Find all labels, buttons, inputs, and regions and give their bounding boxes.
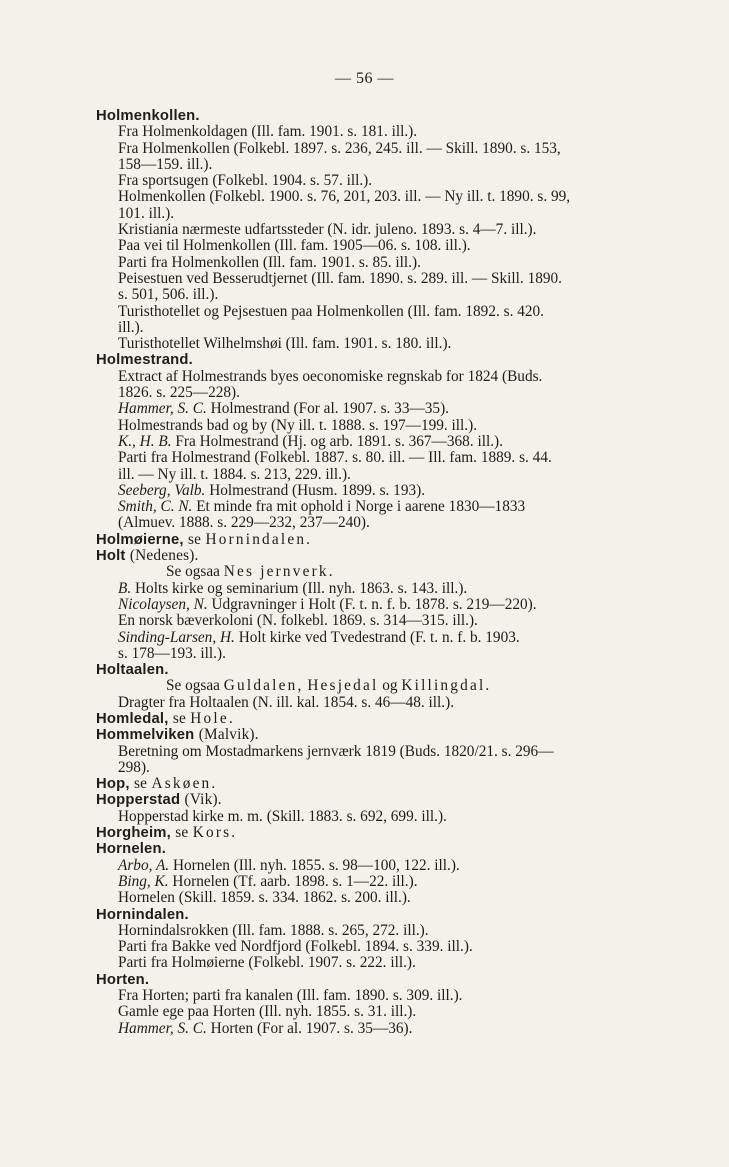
hornindalen-heading [96,907,666,923]
holmoierne-heading-title: Holmøierne, [96,531,184,548]
hop-see-target: Askøen. [151,775,218,793]
holt-entry-4-author: Sinding-Larsen, H. [118,628,235,646]
hornindalen-entry-3-line-1 [118,955,666,971]
holmenkollen-entry-4-line-1 [118,189,666,205]
holtaalen-heading [96,662,666,678]
holt-heading-title: Holt [96,548,126,565]
holt-entry-1-author: B. [118,579,132,597]
holtaalen-see-also-label: Se ogsaa [166,677,220,695]
holt-heading [96,548,666,564]
holmenkollen-entry-2-line-2 [118,157,666,173]
holmenkollen-heading [96,108,666,124]
holtaalen-entry-1-text-1: Dragter fra Holtaalen (N. ill. kal. 1854. s. 46—48. ill.). [118,693,455,711]
holmenkollen-entry-1-line-1 [118,124,666,140]
hornindalen-entry-1-text-1: Hornindalsrokken (Ill. fam. 1888. s. 265, 272. ill.). [118,921,429,939]
horten-entry-1-line-1 [118,988,666,1004]
holmoierne-see-word: se [188,530,202,548]
holt-entry-2-text-1: Udgravninger i Holt (F. t. n. f. b. 1878. s. 219—220). [211,595,537,613]
holmenkollen-entry-4-text-1: Holmenkollen (Folkebl. 1900. s. 76, 201, 203. ill. — Ny ill. t. 1890. s. 99, [118,188,571,206]
hornelen-entry-1 [96,858,666,874]
holmenkollen-entry-6-text-1: Paa vei til Holmenkollen (Ill. fam. 1905—06. s. 108. ill.). [118,237,471,255]
horgheim-heading-title: Horgheim, [96,825,171,842]
horten-heading [96,972,666,988]
holt-entry-2-author: Nicolaysen, N. [118,595,208,613]
holmenkollen-entry-8-line-1 [118,271,666,287]
horgheim-see-target: Kors. [192,824,238,842]
holmestrand-entry-1 [96,369,666,402]
homledal-see-word: se [172,709,186,727]
holt-entry-3-line-1 [118,613,666,629]
hop-heading-title: Hop, [96,776,130,793]
holt-entry-4 [96,630,666,663]
holmenkollen-entry-6 [96,238,666,254]
hornelen-entry-2-text-1: Hornelen (Tf. aarb. 1898. s. 1—22. ill.). [172,872,418,890]
hornelen-entry-3-text-1: Hornelen (Skill. 1859. s. 334. 1862. s. 200. ill.). [118,889,411,907]
hornindalen-entry-1-line-1 [118,923,666,939]
horten-entry-1-text-1: Fra Horten; parti fra kanalen (Ill. fam. 1890. s. 309. ill.). [118,987,463,1005]
holmestrand-heading [96,352,666,368]
holmenkollen-entry-8-text-2: s. 501, 506. ill.). [118,286,219,304]
holmenkollen-entry-2-line-1 [118,141,666,157]
hopperstad-heading [96,792,666,808]
holtaalen-see-also-target-2: Hesjedal [307,677,379,695]
holmenkollen-entry-3-line-1 [118,173,666,189]
holmestrand-entry-3 [96,418,666,434]
holmenkollen-entry-10 [96,336,666,352]
holmenkollen-entry-10-line-1 [118,336,666,352]
horten-entry-3-line-1 [118,1021,666,1037]
homledal-heading [96,711,666,727]
horgheim-heading [96,825,666,841]
horten-entry-2-line-1 [118,1004,666,1020]
holmoierne-heading [96,532,666,548]
holmestrand-entry-4-text-1: Fra Holmestrand (Hj. og arb. 1891. s. 367—368. ill.). [175,432,503,450]
hornelen-entry-2-author: Bing, K. [118,872,169,890]
horten-entry-3-author: Hammer, S. C. [118,1019,207,1037]
holtaalen-entry-1 [96,695,666,711]
holtaalen-heading-title: Holtaalen. [96,662,169,679]
holmenkollen-entry-9-line-1 [118,304,666,320]
holmenkollen-entry-6-line-1 [118,238,666,254]
holmestrand-entry-5-text-2: ill. — Ny ill. t. 1884. s. 213, 229. ill.). [118,465,351,483]
holmestrand-entry-7-line-1 [118,499,666,515]
hommelviken-heading-title: Hommelviken [96,727,195,744]
holmenkollen-entry-1-text-1: Fra Holmenkoldagen (Ill. fam. 1901. s. 181. ill.). [118,123,418,141]
holmestrand-entry-6-line-1 [118,483,666,499]
horten-entry-3 [96,1021,666,1037]
holmestrand-entry-2-author: Hammer, S. C. [118,400,207,418]
horten-heading-title: Horten. [96,971,150,988]
hommelviken-heading [96,727,666,743]
index-content [96,108,666,1037]
holmoierne-see-target: Hornindalen. [205,530,313,548]
holmenkollen-entry-3-text-1: Fra sportsugen (Folkebl. 1904. s. 57. ill.). [118,172,373,190]
holmestrand-entry-5-line-1 [118,450,666,466]
holmenkollen-entry-2-text-2: 158—159. ill.). [118,155,213,173]
hommelviken-entry-1-text-1: Beretning om Mostadmarkens jernværk 1819 (Buds. 1820/21. s. 296— [118,742,554,760]
horten-entry-1 [96,988,666,1004]
holmenkollen-entry-7-line-1 [118,255,666,271]
holmestrand-entry-6-text-1: Holmestrand (Husm. 1899. s. 193). [209,481,426,499]
holmenkollen-entry-8 [96,271,666,304]
hornindalen-entry-2-line-1 [118,939,666,955]
hommelviken-heading-qualifier: (Malvik). [198,726,259,744]
holmenkollen-entry-7 [96,255,666,271]
holmestrand-entry-7-line-2 [118,515,666,531]
hommelviken-entry-1-line-2 [118,760,666,776]
holmestrand-entry-7-text-2: (Almuev. 1888. s. 229—232, 237—240). [118,514,370,532]
holtaalen-see-also-target-3: og [382,677,398,695]
holmenkollen-heading-title: Holmenkollen. [96,108,200,124]
holmenkollen-entry-8-line-2 [118,287,666,303]
hopperstad-entry-1-line-1 [118,809,666,825]
holmenkollen-entry-5-line-1 [118,222,666,238]
hommelviken-entry-1-text-2: 298). [118,758,150,776]
hopperstad-entry-1 [96,809,666,825]
holmestrand-entry-4 [96,434,666,450]
holt-entry-2 [96,597,666,613]
holt-entry-3 [96,613,666,629]
holmenkollen-entry-8-text-1: Peisestuen ved Besserudtjernet (Ill. fam. 1890. s. 289. ill. — Skill. 1890. [118,269,562,287]
holmestrand-entry-3-line-1 [118,418,666,434]
holmestrand-entry-7-author: Smith, C. N. [118,498,193,516]
holtaalen-see-also-target-1: Guldalen, [223,677,304,695]
holmestrand-heading-title: Holmestrand. [96,352,193,369]
hornelen-entry-3-line-1 [118,890,666,906]
holmestrand-entry-3-text-1: Holmestrands bad og by (Ny ill. t. 1888. s. 197—199. ill.). [118,416,478,434]
hornelen-entry-2-line-1 [118,874,666,890]
homledal-heading-title: Homledal, [96,710,169,727]
hornindalen-heading-title: Hornindalen. [96,906,189,923]
holmestrand-entry-1-line-1 [118,369,666,385]
holmestrand-entry-5 [96,450,666,483]
hornindalen-entry-2 [96,939,666,955]
holmestrand-entry-7-text-1: Et minde fra mit ophold i Norge i aarene 1830—1833 [196,498,526,516]
holt-entry-1 [96,581,666,597]
horten-entry-2-text-1: Gamle ege paa Horten (Ill. nyh. 1855. s. 31. ill.). [118,1003,417,1021]
hornelen-heading [96,841,666,857]
hornelen-entry-1-author: Arbo, A. [118,856,170,874]
holmenkollen-entry-9-line-2 [118,320,666,336]
hop-see-word: se [134,775,148,793]
horten-entry-2 [96,1004,666,1020]
holmenkollen-entry-9-text-2: ill.). [118,318,144,336]
holmenkollen-entry-2 [96,141,666,174]
hornindalen-entry-3-text-1: Parti fra Holmøierne (Folkebl. 1907. s. 222. ill.). [118,954,416,972]
holmestrand-entry-1-text-2: 1826. s. 225—228). [118,384,240,402]
hopperstad-entry-1-text-1: Hopperstad kirke m. m. (Skill. 1883. s. 692, 699. ill.). [118,807,447,825]
holmenkollen-entry-5-text-1: Kristiania nærmeste udfartssteder (N. idr. juleno. 1893. s. 4—7. ill.). [118,221,537,239]
holmenkollen-entry-4-text-2: 101. ill.). [118,204,175,222]
holmestrand-entry-6 [96,483,666,499]
holmestrand-entry-5-line-2 [118,467,666,483]
holmestrand-entry-6-author: Seeberg, Valb. [118,481,206,499]
holt-entry-4-text-2: s. 178—193. ill.). [118,644,226,662]
holmenkollen-entry-2-text-1: Fra Holmenkollen (Folkebl. 1897. s. 236, 245. ill. — Skill. 1890. s. 153, [118,139,561,157]
hornelen-entry-3 [96,890,666,906]
page-number: — 56 — [335,70,394,87]
holmestrand-entry-2-text-1: Holmestrand (For al. 1907. s. 33—35). [210,400,449,418]
hopperstad-heading-qualifier: (Vik). [184,791,222,809]
holmestrand-entry-2 [96,401,666,417]
holt-see-also [96,564,666,580]
holt-heading-qualifier: (Nedenes). [129,547,199,565]
hommelviken-entry-1 [96,744,666,777]
holmestrand-entry-5-text-1: Parti fra Holmestrand (Folkebl. 1887. s. 80. ill. — Ill. fam. 1889. s. 44. [118,449,552,467]
holmenkollen-entry-5 [96,222,666,238]
holmestrand-entry-2-line-1 [118,401,666,417]
holt-entry-3-text-1: En norsk bæverkoloni (N. folkebl. 1869. s. 314—315. ill.). [118,612,478,630]
homledal-see-target: Hole. [190,709,235,727]
holmenkollen-entry-1 [96,124,666,140]
holmenkollen-entry-4-line-2 [118,206,666,222]
holt-see-also-label: Se ogsaa [166,563,220,581]
holt-see-also-target-1: Nes jernverk. [223,563,335,581]
hornelen-entry-1-text-1: Hornelen (Ill. nyh. 1855. s. 98—100, 122. ill.). [172,856,460,874]
hommelviken-entry-1-line-1 [118,744,666,760]
hop-heading [96,776,666,792]
hornindalen-entry-3 [96,955,666,971]
holt-entry-2-line-1 [118,597,666,613]
holmestrand-entry-1-text-1: Extract af Holmestrands byes oeconomiske regnskab for 1824 (Buds. [118,367,543,385]
holtaalen-entry-1-line-1 [118,695,666,711]
holt-entry-1-line-1 [118,581,666,597]
holmenkollen-entry-9-text-1: Turisthotellet og Pejsestuen paa Holmenkollen (Ill. fam. 1892. s. 420. [118,302,544,320]
holt-entry-1-text-1: Holts kirke og seminarium (Ill. nyh. 1863. s. 143. ill.). [135,579,468,597]
hornelen-heading-title: Hornelen. [96,841,167,858]
holmenkollen-entry-4 [96,189,666,222]
holtaalen-see-also [96,678,666,694]
holmenkollen-entry-10-text-1: Turisthotellet Wilhelmshøi (Ill. fam. 1901. s. 180. ill.). [118,335,452,353]
holt-entry-4-line-2 [118,646,666,662]
holt-entry-4-line-1 [118,630,666,646]
holt-entry-4-text-1: Holt kirke ved Tvedestrand (F. t. n. f. b. 1903. [238,628,520,646]
holmestrand-entry-4-author: K., H. B. [118,432,172,450]
holmenkollen-entry-9 [96,304,666,337]
holmenkollen-entry-7-text-1: Parti fra Holmenkollen (Ill. fam. 1901. s. 85. ill.). [118,253,421,271]
horgheim-see-word: se [175,824,189,842]
horten-entry-3-text-1: Horten (For al. 1907. s. 35—36). [210,1019,413,1037]
hornelen-entry-2 [96,874,666,890]
hopperstad-heading-title: Hopperstad [96,792,181,809]
holmenkollen-entry-3 [96,173,666,189]
holmestrand-entry-7 [96,499,666,532]
holmestrand-entry-1-line-2 [118,385,666,401]
holmestrand-entry-4-line-1 [118,434,666,450]
hornindalen-entry-1 [96,923,666,939]
holtaalen-see-also-target-4: Killingdal. [401,677,492,695]
hornelen-entry-1-line-1 [118,858,666,874]
hornindalen-entry-2-text-1: Parti fra Bakke ved Nordfjord (Folkebl. 1894. s. 339. ill.). [118,938,473,956]
